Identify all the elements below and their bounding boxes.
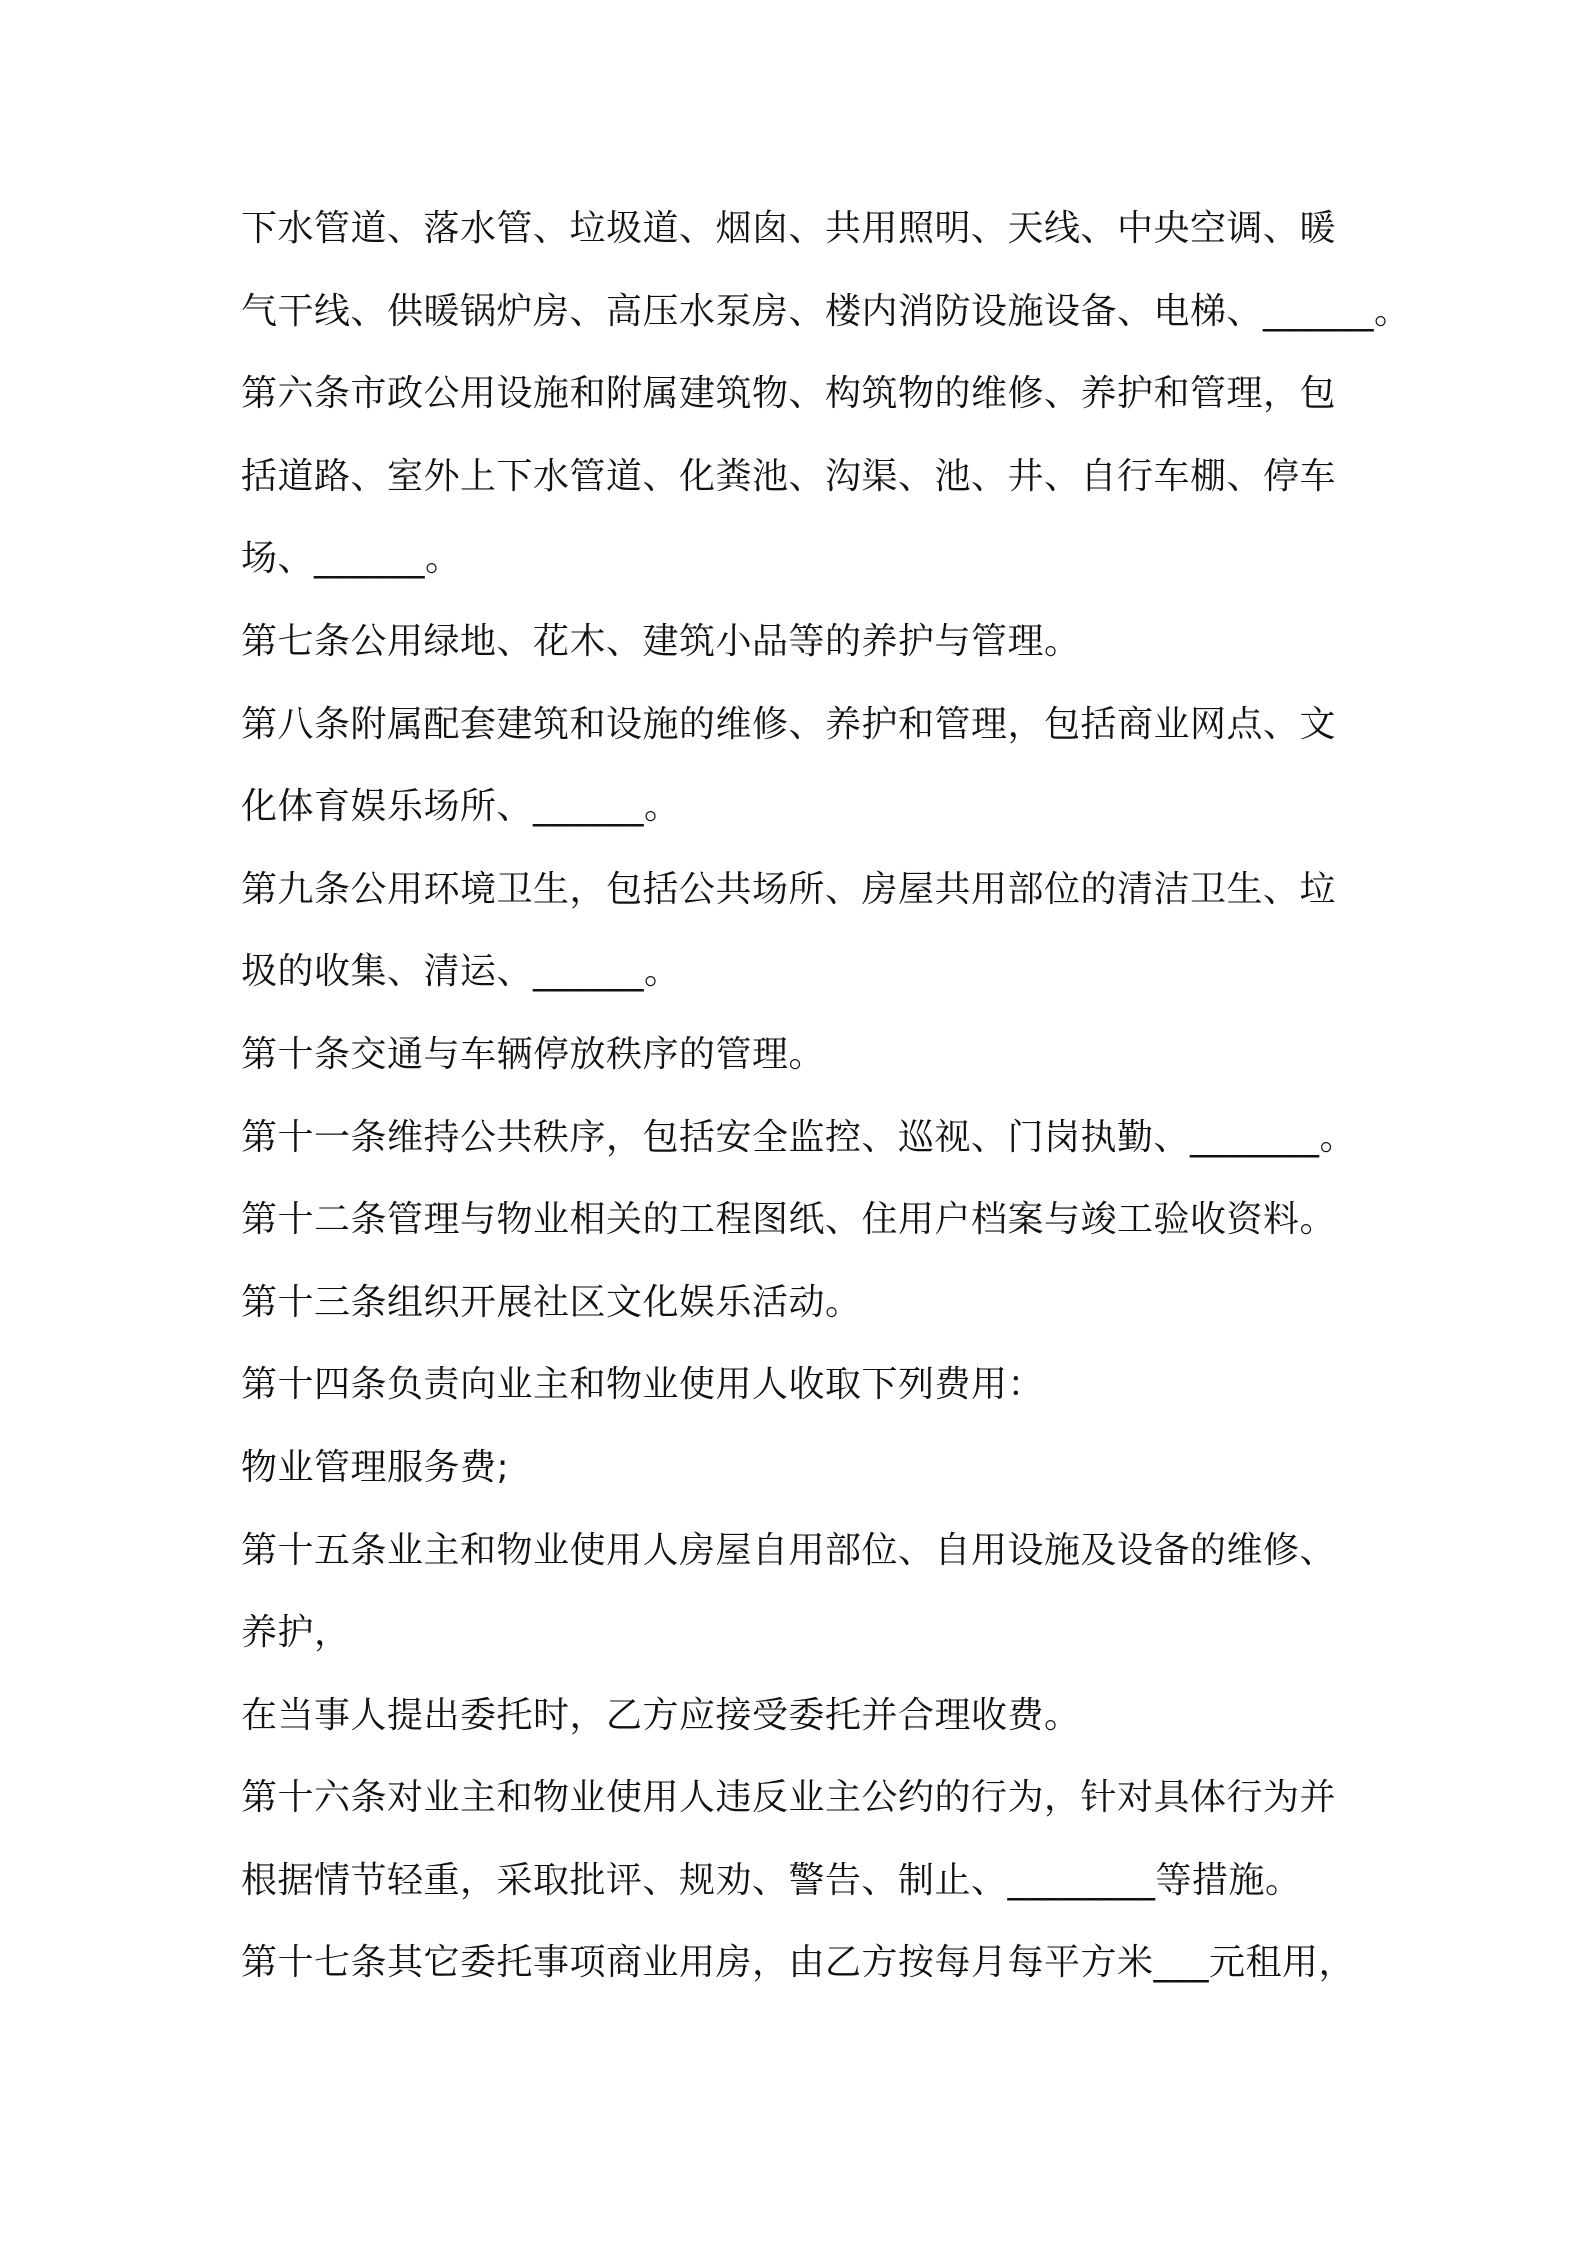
- text-line: 括道路、室外上下水管道、化粪池、沟渠、池、井、自行车棚、停车: [241, 455, 1337, 497]
- article-12-line: 第十二条管理与物业相关的工程图纸、住用户档案与竣工验收资料。: [241, 1199, 1337, 1241]
- article-9-line: 第九条公用环境卫生，包括公共场所、房屋共用部位的清洁卫生、垃: [241, 868, 1337, 910]
- article-14-line: 第十四条负责向业主和物业使用人收取下列费用：: [241, 1364, 1045, 1406]
- article-7-line: 第七条公用绿地、花木、建筑小品等的养护与管理。: [241, 620, 1081, 662]
- text-line: 圾的收集、清运、______。: [241, 951, 681, 993]
- text-line: 场、______。: [241, 538, 462, 580]
- text-line: 气干线、供暖锅炉房、高压水泵房、楼内消防设施设备、电梯、______。: [241, 290, 1411, 332]
- article-13-line: 第十三条组织开展社区文化娱乐活动。: [241, 1281, 862, 1323]
- text-line: 根据情节轻重，采取批评、规劝、警告、制止、________等措施。: [241, 1859, 1302, 1901]
- article-10-line: 第十条交通与车辆停放秩序的管理。: [241, 1033, 826, 1075]
- article-17-line: 第十七条其它委托事项商业用房，由乙方按每月每平方米___元租用，: [241, 1942, 1356, 1984]
- article-8-line: 第八条附属配套建筑和设施的维修、养护和管理，包括商业网点、文: [241, 703, 1337, 745]
- text-line: 化体育娱乐场所、______。: [241, 786, 681, 828]
- text-line: 下水管道、落水管、垃圾道、烟囱、共用照明、天线、中央空调、暖: [241, 208, 1337, 249]
- document-body: [241, 198, 1411, 2015]
- article-6-line: 第六条市政公用设施和附属建筑物、构筑物的维修、养护和管理，包: [241, 373, 1337, 415]
- text-line: 养护，: [241, 1612, 351, 1654]
- article-15-line: 第十五条业主和物业使用人房屋自用部位、自用设施及设备的维修、: [241, 1529, 1337, 1571]
- text-line: 物业管理服务费;: [241, 1446, 510, 1488]
- article-11-line: 第十一条维持公共秩序，包括安全监控、巡视、门岗执勤、_______。: [241, 1116, 1357, 1158]
- article-16-line: 第十六条对业主和物业使用人违反业主公约的行为，针对具体行为并: [241, 1777, 1337, 1819]
- text-line: 在当事人提出委托时，乙方应接受委托并合理收费。: [241, 1694, 1081, 1736]
